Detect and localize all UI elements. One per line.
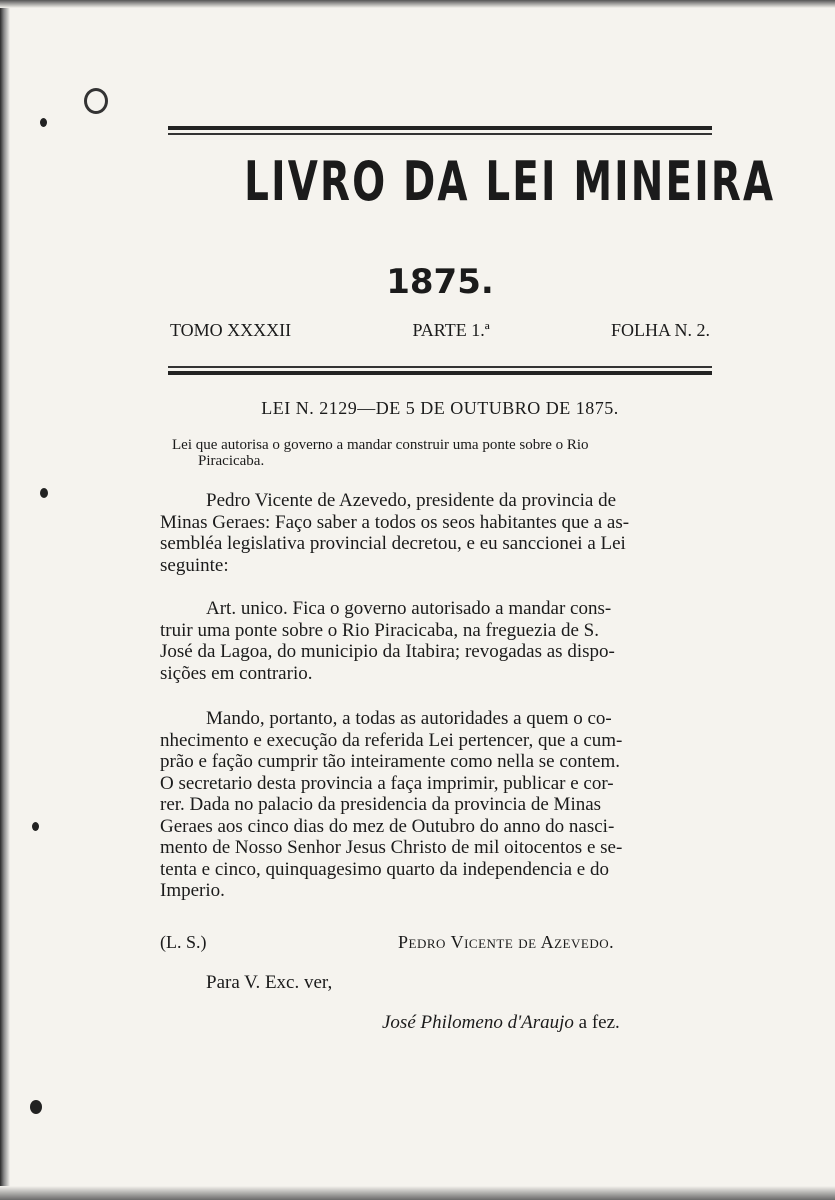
- bottom-double-rule: [168, 366, 712, 378]
- text-line: rer. Dada no palacio da presidencia da provincia de Minas: [160, 794, 602, 815]
- seal-mark: (L. S.): [160, 932, 207, 952]
- summary-line: Piracicaba.: [198, 453, 265, 469]
- book-year: 1875.: [386, 262, 494, 302]
- text-line: mento de Nosso Senhor Jesus Christo de mil oitocentos e se-: [160, 837, 623, 858]
- text-line: sembléa legislativa provincial decretou, e eu sanccionei a Lei: [160, 533, 626, 554]
- text-line: Pedro Vicente de Azevedo, presidente da provincia de: [206, 490, 617, 511]
- text-line: seguinte:: [160, 554, 229, 576]
- article-paragraph: [160, 598, 720, 684]
- top-double-rule: [168, 126, 712, 138]
- ink-speck: [30, 1100, 42, 1114]
- clerk-name: José Philomeno d'Araujo: [382, 1012, 574, 1033]
- page-bottom-shadow: [0, 1186, 835, 1200]
- ink-stain-mark: [84, 88, 108, 114]
- text-line: nhecimento e execução da referida Lei pertencer, que a cum-: [160, 729, 623, 751]
- signer-name: Pedro Vicente de Azevedo.: [398, 932, 615, 952]
- parte-label: PARTE 1.ª: [412, 320, 490, 340]
- preamble-paragraph: [160, 490, 720, 576]
- tomo-label: TOMO XXXXII: [170, 320, 292, 340]
- law-summary: [172, 437, 712, 469]
- book-title: LIVRO DA LEI MINEIRA: [244, 150, 776, 213]
- mandate-paragraph: [160, 708, 720, 902]
- text-line: truir uma ponte sobre o Rio Piracicaba, na freguezia de S.: [160, 619, 599, 641]
- text-line: sições em contrario.: [160, 662, 313, 684]
- folha-label: FOLHA N. 2.: [610, 320, 710, 340]
- page-edge-shadow: [0, 0, 10, 1200]
- para-ver-line: Para V. Exc. ver,: [206, 972, 333, 993]
- summary-line: Lei que autorisa o governo a mandar construir uma ponte sobre o Rio: [172, 437, 589, 453]
- text-line: Geraes aos cinco dias do mez de Outubro do anno do nasci-: [160, 815, 615, 837]
- law-heading: LEI N. 2129—DE 5 DE OUTUBRO DE 1875.: [261, 398, 619, 418]
- ink-speck: [32, 822, 39, 831]
- ink-speck: [40, 118, 47, 127]
- text-line: prão e fação cumprir tão inteiramente como nella se contem.: [160, 751, 621, 772]
- clerk-suffix: a fez.: [573, 1012, 620, 1033]
- ink-speck: [40, 488, 48, 498]
- text-line: Art. unico. Fica o governo autorisado a mandar cons-: [206, 598, 612, 619]
- clerk-line: [382, 1012, 620, 1034]
- text-line: Mando, portanto, a todas as autoridades a quem o co-: [206, 708, 612, 729]
- volume-info-row: [170, 320, 710, 341]
- text-line: tenta e cinco, quinquagesimo quarto da independencia e do: [160, 858, 609, 880]
- page-top-shadow: [0, 0, 835, 8]
- text-line: Imperio.: [160, 880, 225, 901]
- text-line: Minas Geraes: Faço saber a todos os seos habitantes que a as-: [160, 511, 630, 533]
- text-line: O secretario desta provincia a faça imprimir, publicar e cor-: [160, 772, 614, 794]
- text-line: José da Lagoa, do municipio da Itabira; revogadas as dispo-: [160, 641, 615, 662]
